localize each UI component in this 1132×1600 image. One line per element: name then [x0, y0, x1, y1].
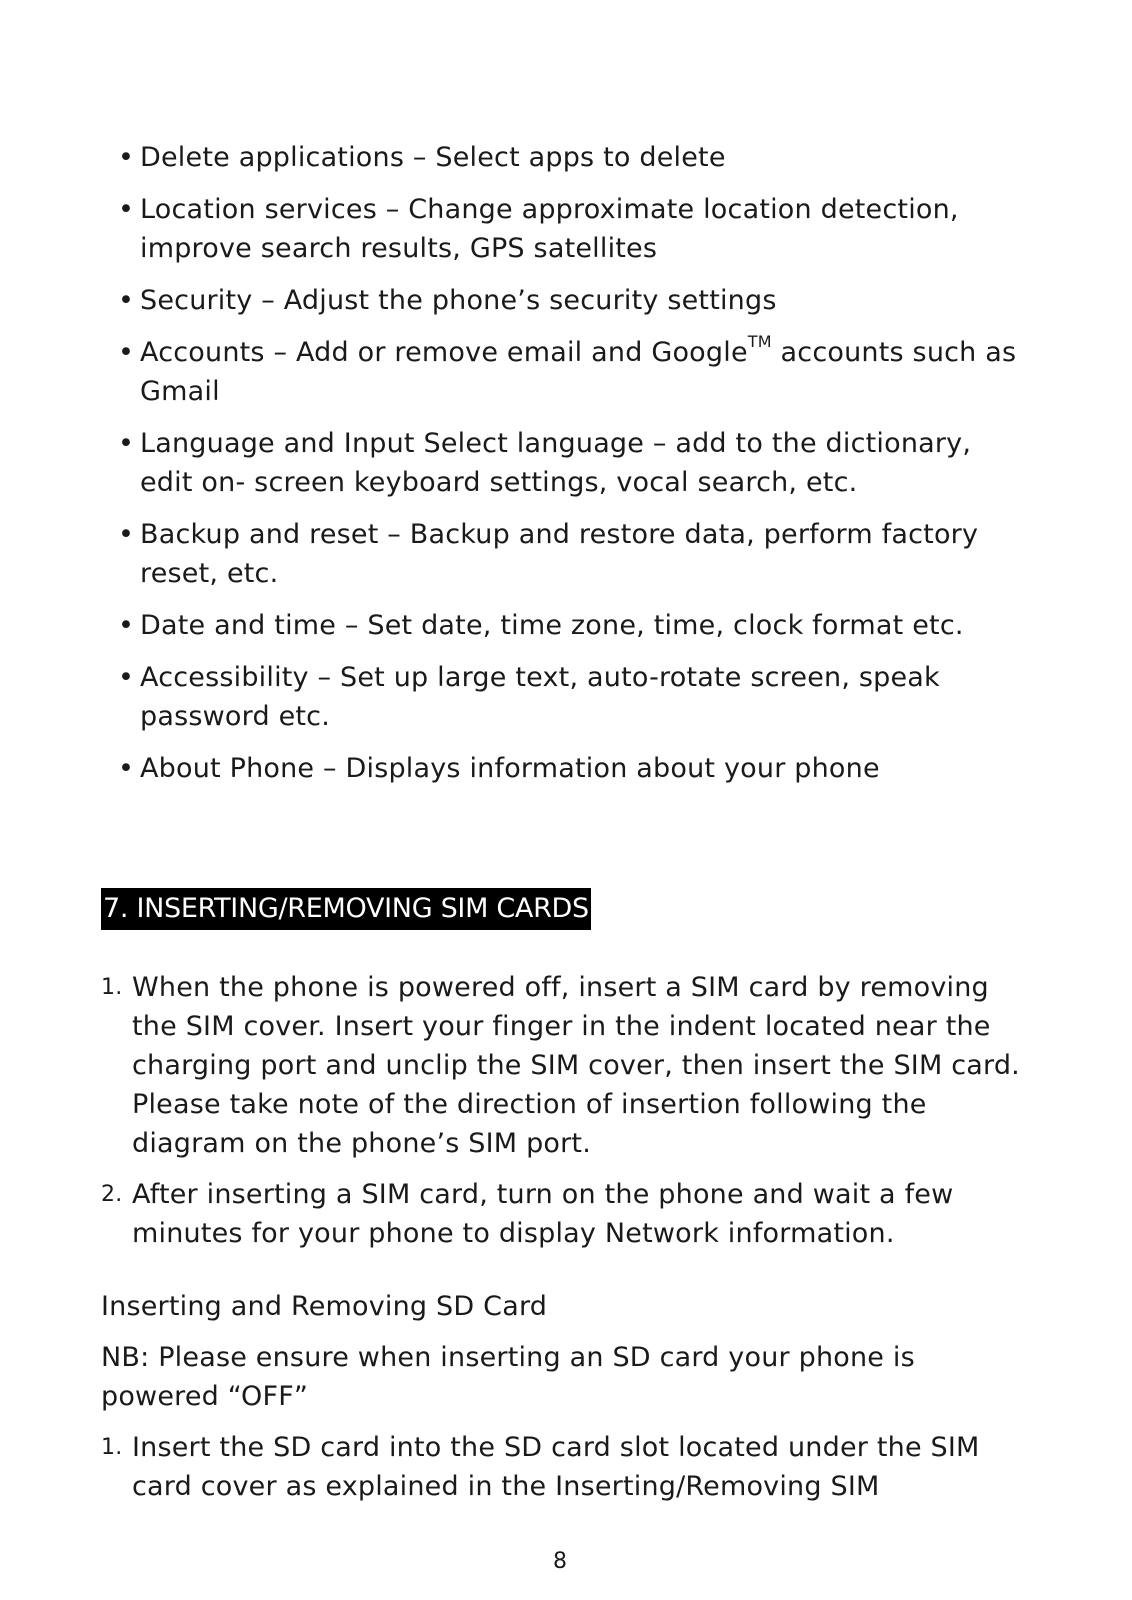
bullet: • — [118, 519, 135, 550]
list-item — [118, 749, 1018, 788]
sd-card-heading: Inserting and Removing SD Card — [101, 1291, 548, 1322]
list-item-text: About Phone – Displays information about your phone — [140, 753, 880, 784]
numbered-step — [101, 1428, 1021, 1506]
list-item — [118, 333, 1018, 411]
list-item — [118, 606, 1018, 645]
list-item-text: Security – Adjust the phone’s security settings — [140, 285, 777, 316]
list-item — [118, 424, 1018, 502]
section-heading: 7. INSERTING/REMOVING SIM CARDS — [101, 888, 591, 930]
list-item-text: Location services – Change approximate location detection, improve search results, GPS satellites — [140, 194, 959, 264]
list-item-text: Delete applications – Select apps to delete — [140, 142, 726, 173]
bullet: • — [118, 285, 135, 316]
list-item — [118, 190, 1018, 268]
numbered-step — [101, 1175, 1021, 1253]
step-number: 1. — [101, 1435, 123, 1460]
bullet: • — [118, 428, 135, 459]
page-number: 8 — [553, 1549, 567, 1574]
step-text: After inserting a SIM card, turn on the phone and wait a few minutes for your phone to display Network information. — [132, 1179, 954, 1249]
list-item-text: Language and Input Select language – add to the dictionary, edit on- screen keyboard settings, vocal search, etc. — [140, 428, 972, 498]
list-item-text: Backup and reset – Backup and restore data, perform factory reset, etc. — [140, 519, 979, 589]
list-item-text-continued: accounts such as Gmail — [140, 337, 1017, 407]
trademark-mark: TM — [747, 332, 772, 351]
sim-steps-list — [101, 968, 1021, 1265]
list-item-text: Date and time – Set date, time zone, time, clock format etc. — [140, 610, 964, 641]
list-item-text: Accessibility – Set up large text, auto-rotate screen, speak password etc. — [140, 662, 940, 732]
bullet: • — [118, 662, 135, 693]
list-item — [118, 281, 1018, 320]
step-number: 2. — [101, 1182, 123, 1207]
settings-list — [118, 138, 1018, 801]
bullet: • — [118, 610, 135, 641]
bullet: • — [118, 337, 135, 368]
bullet: • — [118, 142, 135, 173]
bullet: • — [118, 194, 135, 225]
step-number: 1. — [101, 975, 123, 1000]
list-item-text: Accounts – Add or remove email and Google — [140, 337, 748, 368]
list-item — [118, 138, 1018, 177]
step-text: When the phone is powered off, insert a SIM card by removing the SIM cover. Insert your finger in the indent located near the charging port and unclip the SIM cover, then insert the SIM card. Please take note of the direction of insertion following the diagram on the phone’s SIM port. — [132, 972, 1020, 1159]
sd-card-note: NB: Please ensure when inserting an SD card your phone is powered “OFF” — [101, 1342, 915, 1412]
numbered-step — [101, 968, 1021, 1163]
list-item — [118, 515, 1018, 593]
list-item — [118, 658, 1018, 736]
step-text: Insert the SD card into the SD card slot located under the SIM card cover as explained in the Inserting/Removing SIM — [132, 1432, 980, 1502]
bullet: • — [118, 753, 135, 784]
sd-steps-list — [101, 1428, 1021, 1518]
